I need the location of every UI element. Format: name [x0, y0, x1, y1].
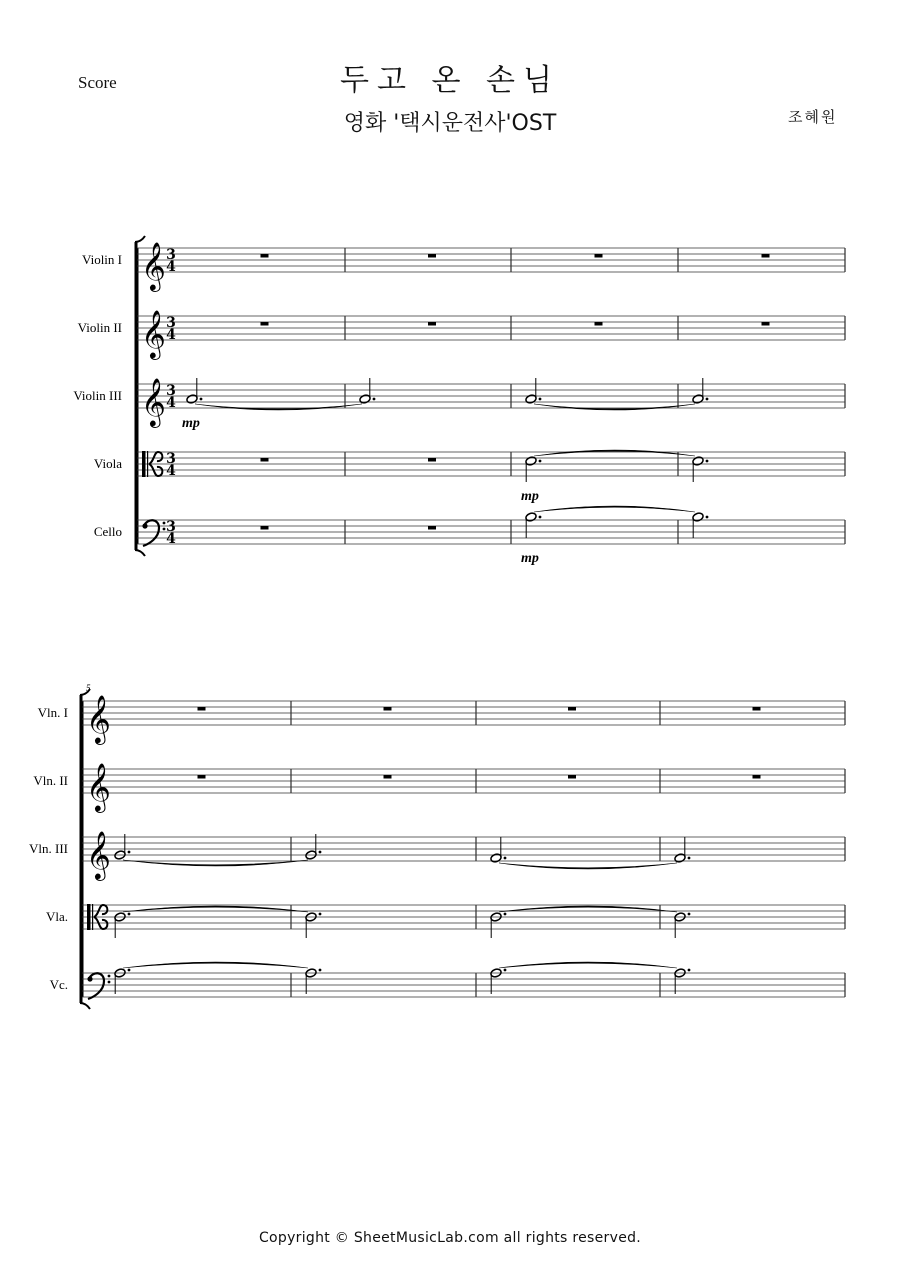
whole-rest	[198, 707, 206, 711]
dotted-half-note	[305, 834, 322, 860]
staff-vln-iii	[29, 830, 845, 881]
measure-number: 5	[86, 683, 91, 693]
dotted-half-note	[186, 378, 203, 404]
alto-clef-icon	[147, 451, 148, 477]
staff-violin-i	[82, 241, 845, 292]
whole-rest	[568, 775, 576, 779]
time-signature-top: 3	[166, 451, 176, 467]
bass-clef-icon	[142, 523, 147, 528]
dotted-half-note	[692, 512, 709, 538]
note-dot	[706, 460, 709, 463]
system-1	[73, 236, 845, 566]
instrument-name: Vln. III	[29, 841, 68, 856]
note-dot	[319, 969, 322, 972]
staff-cello	[94, 506, 845, 566]
dotted-half-note	[525, 378, 542, 404]
dotted-half-note	[674, 837, 691, 863]
tie	[534, 506, 695, 512]
alto-clef-icon	[92, 904, 93, 930]
whole-rest	[753, 707, 761, 711]
time-signature-top: 3	[166, 383, 176, 399]
dotted-half-note	[692, 456, 709, 482]
treble-clef-icon: 𝄞	[86, 694, 111, 743]
treble-clef-icon: 𝄞	[86, 762, 111, 811]
note-dot	[128, 969, 131, 972]
bass-clef-icon	[163, 528, 166, 531]
staff-vc	[50, 962, 845, 999]
whole-rest	[595, 322, 603, 326]
whole-rest	[428, 322, 436, 326]
instrument-name: Vla.	[45, 909, 68, 924]
alto-clef-icon	[142, 451, 146, 477]
dotted-half-note	[359, 378, 376, 404]
dotted-half-note	[305, 968, 322, 994]
staff-viola	[94, 450, 845, 504]
composer-name: 조혜원	[788, 108, 838, 126]
staff-vla	[46, 904, 845, 938]
note-dot	[539, 516, 542, 519]
time-signature-bottom: 4	[166, 395, 176, 411]
treble-clef-icon: 𝄞	[141, 309, 166, 358]
whole-rest	[428, 526, 436, 530]
note-dot	[128, 913, 131, 916]
time-signature-top: 3	[166, 315, 176, 331]
staff-violin-ii	[78, 309, 845, 360]
whole-rest	[384, 775, 392, 779]
dotted-half-note	[114, 912, 131, 938]
whole-rest	[762, 254, 770, 258]
note-head	[359, 394, 371, 404]
dotted-half-note	[674, 968, 691, 994]
bass-clef-icon	[163, 522, 166, 525]
dotted-half-note	[114, 968, 131, 994]
dotted-half-note	[490, 837, 507, 863]
note-head	[692, 394, 704, 404]
copyright-notice: Copyright © SheetMusicLab.com all rights reserved.	[258, 1230, 642, 1246]
staff-vln-i	[38, 694, 845, 745]
dotted-half-note	[490, 968, 507, 994]
whole-rest	[428, 254, 436, 258]
bracket-bottom-hook	[80, 1003, 90, 1009]
tie	[534, 404, 695, 410]
note-dot	[319, 913, 322, 916]
bass-clef-icon	[108, 975, 111, 978]
note-dot	[319, 851, 322, 854]
note-head	[525, 512, 537, 522]
tie	[534, 450, 695, 456]
dotted-half-note	[114, 834, 131, 860]
note-head	[186, 394, 198, 404]
whole-rest	[384, 707, 392, 711]
note-dot	[200, 398, 203, 401]
note-dot	[504, 857, 507, 860]
dynamic-marking: mp	[521, 551, 539, 566]
tie	[499, 962, 677, 968]
note-dot	[706, 516, 709, 519]
time-signature-bottom: 4	[166, 463, 176, 479]
whole-rest	[753, 775, 761, 779]
note-dot	[504, 969, 507, 972]
whole-rest	[198, 775, 206, 779]
instrument-name: Vln. II	[33, 773, 68, 788]
note-dot	[128, 851, 131, 854]
note-head	[692, 456, 704, 466]
time-signature-bottom: 4	[166, 531, 176, 547]
note-dot	[373, 398, 376, 401]
tie	[195, 404, 362, 410]
note-head	[525, 394, 537, 404]
note-dot	[539, 460, 542, 463]
whole-rest	[261, 254, 269, 258]
bass-clef-icon	[108, 981, 111, 984]
whole-rest	[261, 526, 269, 530]
staff-vln-ii	[33, 762, 845, 813]
note-dot	[688, 913, 691, 916]
instrument-name: Cello	[93, 524, 122, 539]
note-head	[525, 456, 537, 466]
bass-clef-icon	[87, 976, 92, 981]
tie	[123, 962, 308, 968]
whole-rest	[428, 458, 436, 462]
note-dot	[688, 857, 691, 860]
time-signature-top: 3	[166, 247, 176, 263]
dynamic-marking: mp	[182, 416, 200, 431]
note-head	[490, 853, 502, 863]
system-2	[29, 683, 845, 1009]
dotted-half-note	[305, 912, 322, 938]
whole-rest	[595, 254, 603, 258]
instrument-name: Violin III	[73, 388, 122, 403]
note-dot	[539, 398, 542, 401]
whole-rest	[568, 707, 576, 711]
tie	[499, 863, 677, 869]
note-dot	[706, 398, 709, 401]
instrument-name: Viola	[93, 456, 122, 471]
time-signature-top: 3	[166, 519, 176, 535]
note-head	[674, 853, 686, 863]
instrument-name: Violin II	[77, 320, 122, 335]
whole-rest	[261, 458, 269, 462]
time-signature-bottom: 4	[166, 327, 176, 343]
time-signature-bottom: 4	[166, 259, 176, 275]
dotted-half-note	[525, 456, 542, 482]
dotted-half-note	[525, 512, 542, 538]
treble-clef-icon: 𝄞	[86, 830, 111, 879]
instrument-name: Violin I	[81, 252, 122, 267]
instrument-name: Vc.	[49, 977, 68, 992]
note-dot	[688, 969, 691, 972]
dotted-half-note	[692, 378, 709, 404]
dynamic-marking: mp	[521, 489, 539, 504]
piece-subtitle: 영화 '택시운전사'OST	[343, 111, 557, 136]
staff-violin-iii	[73, 377, 845, 431]
alto-clef-icon	[87, 904, 91, 930]
treble-clef-icon: 𝄞	[141, 241, 166, 290]
treble-clef-icon: 𝄞	[141, 377, 166, 426]
dotted-half-note	[674, 912, 691, 938]
score-label: Score	[78, 73, 117, 92]
note-dot	[504, 913, 507, 916]
instrument-name: Vln. I	[37, 705, 68, 720]
piece-title: 두고 온 손님	[340, 63, 560, 98]
whole-rest	[261, 322, 269, 326]
bracket-bottom-hook	[135, 550, 145, 556]
whole-rest	[762, 322, 770, 326]
note-head	[692, 512, 704, 522]
dotted-half-note	[490, 912, 507, 938]
